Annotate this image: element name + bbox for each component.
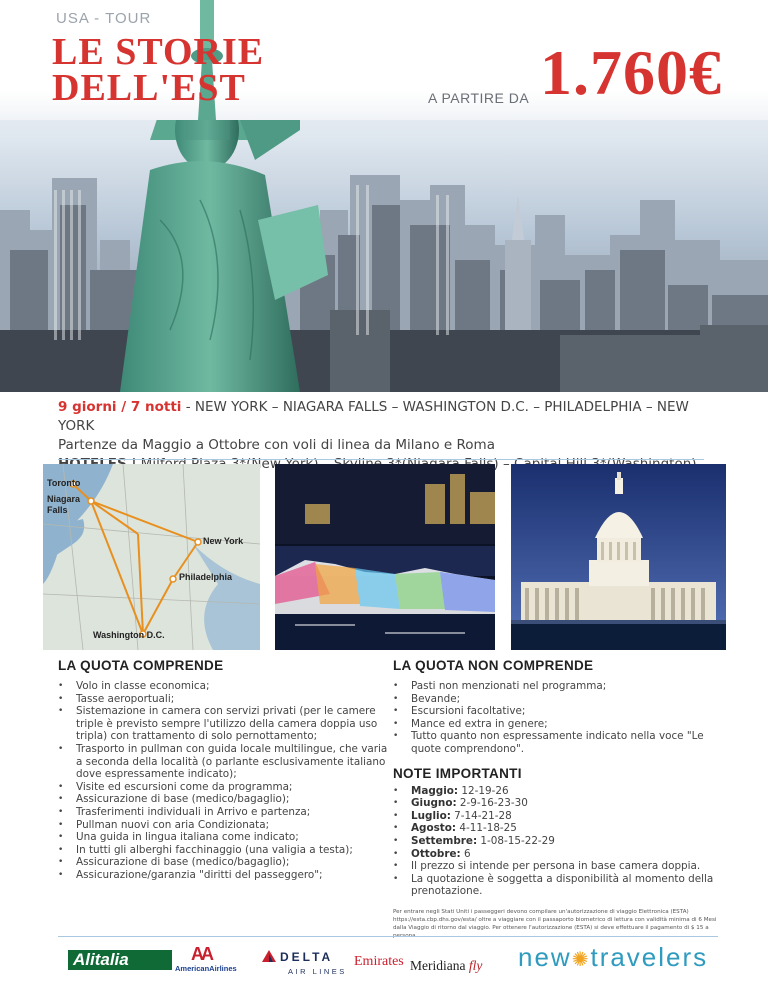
aa-mark: AA [191,944,211,964]
list-item: • Il prezzo si intende per persona in base camera doppia. [393,860,723,873]
list-item: • Tutto quanto non espressamente indicato nella voce "Le quote comprendono". [393,730,723,755]
meridiana-wordmark: Meridiana [410,958,466,973]
american-airlines-wordmark: AmericanAirlines [175,964,237,973]
list-item: • Tasse aeroportuali; [58,693,388,706]
month-label: Agosto: [411,822,457,835]
includes-section [58,658,388,882]
list-item: • La quotazione è soggetta a disponibilità al momento della prenotazione. [393,873,723,898]
list-item: • Trasporto in pullman con guida locale multilingue, che varia a seconda della località (o parlante esclusivamente italiano dove espressamente indicato); [58,743,388,781]
alitalia-logo: Alitalia [68,950,172,970]
emirates-logo: Emirates [354,954,404,969]
departure-date [393,797,723,810]
delta-wordmark: DELTA [280,950,334,964]
list-item: • Assicurazione/garanzia "diritti del passeggero"; [58,869,388,882]
map-label-toronto: Toronto [47,478,81,488]
notes-list [393,785,723,898]
list-item: • Escursioni facoltative; [393,705,723,718]
hotels: – [502,456,510,472]
hero-image [0,0,768,392]
list-item: • Bevande; [393,693,723,706]
delta-logo [262,950,354,980]
nt-new: new [518,942,572,972]
itinerary-route-line [58,398,718,436]
list-item: • Trasferimenti individuali in Arrivo e partenza; [58,806,388,819]
route-map [43,464,260,650]
list-item: • Assicurazione di base (medico/bagaglio); [58,793,388,806]
list-item: • Mance ed extra in genere; [393,718,723,731]
tour-label: USA - TOUR [56,10,152,27]
duration: 9 giorni / 7 notti [58,399,182,415]
tour-title-line2: DELL'EST [52,67,246,109]
esta-fineprint: Per entrare negli Stati Uniti i passeggeri devono compilare un'autorizzazione di viaggio Elettronica (ESTA) https://esta.cbp.dhs.gov/esta/ oltre a viaggiare con il passaporto biometrico di lettura con validità minima di 6 Mesi dalla Viaggio di ritorno dal viaggio. Per ottenere l'autorizzazione (ESTA) si deve effettuare il pagamento di $ 15 a [393,909,717,931]
days-value: 2-9-16-23-30 [456,797,528,810]
days-value: 1-08-15-22-29 [477,834,555,847]
map-label-niagara: Niagara Falls [47,494,81,515]
tour-title-line1: LE STORIE [52,31,265,73]
price: 1.760€ [540,37,722,108]
delta-airlines-sub: AIR LINES [288,967,347,976]
days-value: 12-19-26 [458,784,509,797]
meridiana-fly-logo [410,958,510,974]
departure-date [393,810,723,823]
capitol-building-photo [511,464,726,650]
nt-travelers: travelers [590,942,709,972]
excludes-section [393,658,723,898]
excludes-list [393,680,723,756]
list-item: • Una guida in lingua italiana come indicato; [58,831,388,844]
month-label: Settembre: [411,834,478,847]
itinerary [58,398,718,474]
departure-date [393,785,723,798]
includes-list [58,680,388,882]
includes-title: LA QUOTA COMPRENDE [58,658,224,673]
month-label: Ottobre: [411,847,461,860]
partner-logos [0,938,768,988]
delta-widget-icon [262,950,276,962]
list-item: • Pasti non menzionati nel programma; [393,680,723,693]
niagara-falls-photo [275,464,495,650]
list-item: • Visite ed escursioni come da programma; [58,781,388,794]
flower-icon: ✺ [571,949,591,971]
divider [58,459,704,460]
month-label: Luglio: [411,809,451,822]
map-label-new-york: New York [203,536,244,546]
month-label: Maggio: [411,784,459,797]
map-label-washington: Washington D.C. [93,630,165,640]
fly-wordmark: fly [468,958,483,973]
map-label-philadelphia: Philadelphia [179,572,233,582]
list-item: • Pullman nuovi con aria Condizionata; [58,819,388,832]
departure-date [393,848,723,861]
new-travelers-logo [518,942,728,973]
notes-title: NOTE IMPORTANTI [393,765,522,781]
divider [58,936,718,937]
american-airlines-logo [175,944,255,976]
days-value: 6 [460,847,471,860]
price-from-label: A PARTIRE DA [428,90,530,106]
departure-date [393,835,723,848]
month-label: Giugno: [411,797,457,810]
departures: Partenze da Maggio a Ottobre con voli di linea da Milano e Roma [58,437,495,453]
list-item: • Assicurazione di base (medico/bagaglio); [58,856,388,869]
list-item: • Sistemazione in camera con servizi privati (per le camere triple è previsto sempre l'utilizzo della camera doppia uso tripla) con trattamento di solo pernottamento; [58,705,388,743]
days-value: 4-11-18-25 [456,822,517,835]
excludes-title: LA QUOTA NON COMPRENDE [393,658,594,673]
list-item: • In tutti gli alberghi facchinaggio (una valigia a testa); [58,844,388,857]
departure-date [393,822,723,835]
route: - NEW YORK – NIAGARA FALLS – WASHINGTON D.C. – PHILADELPHIA – NEW YORK [58,399,689,434]
days-value: 7-14-21-28 [450,809,512,822]
list-item: • Volo in classe economica; [58,680,388,693]
